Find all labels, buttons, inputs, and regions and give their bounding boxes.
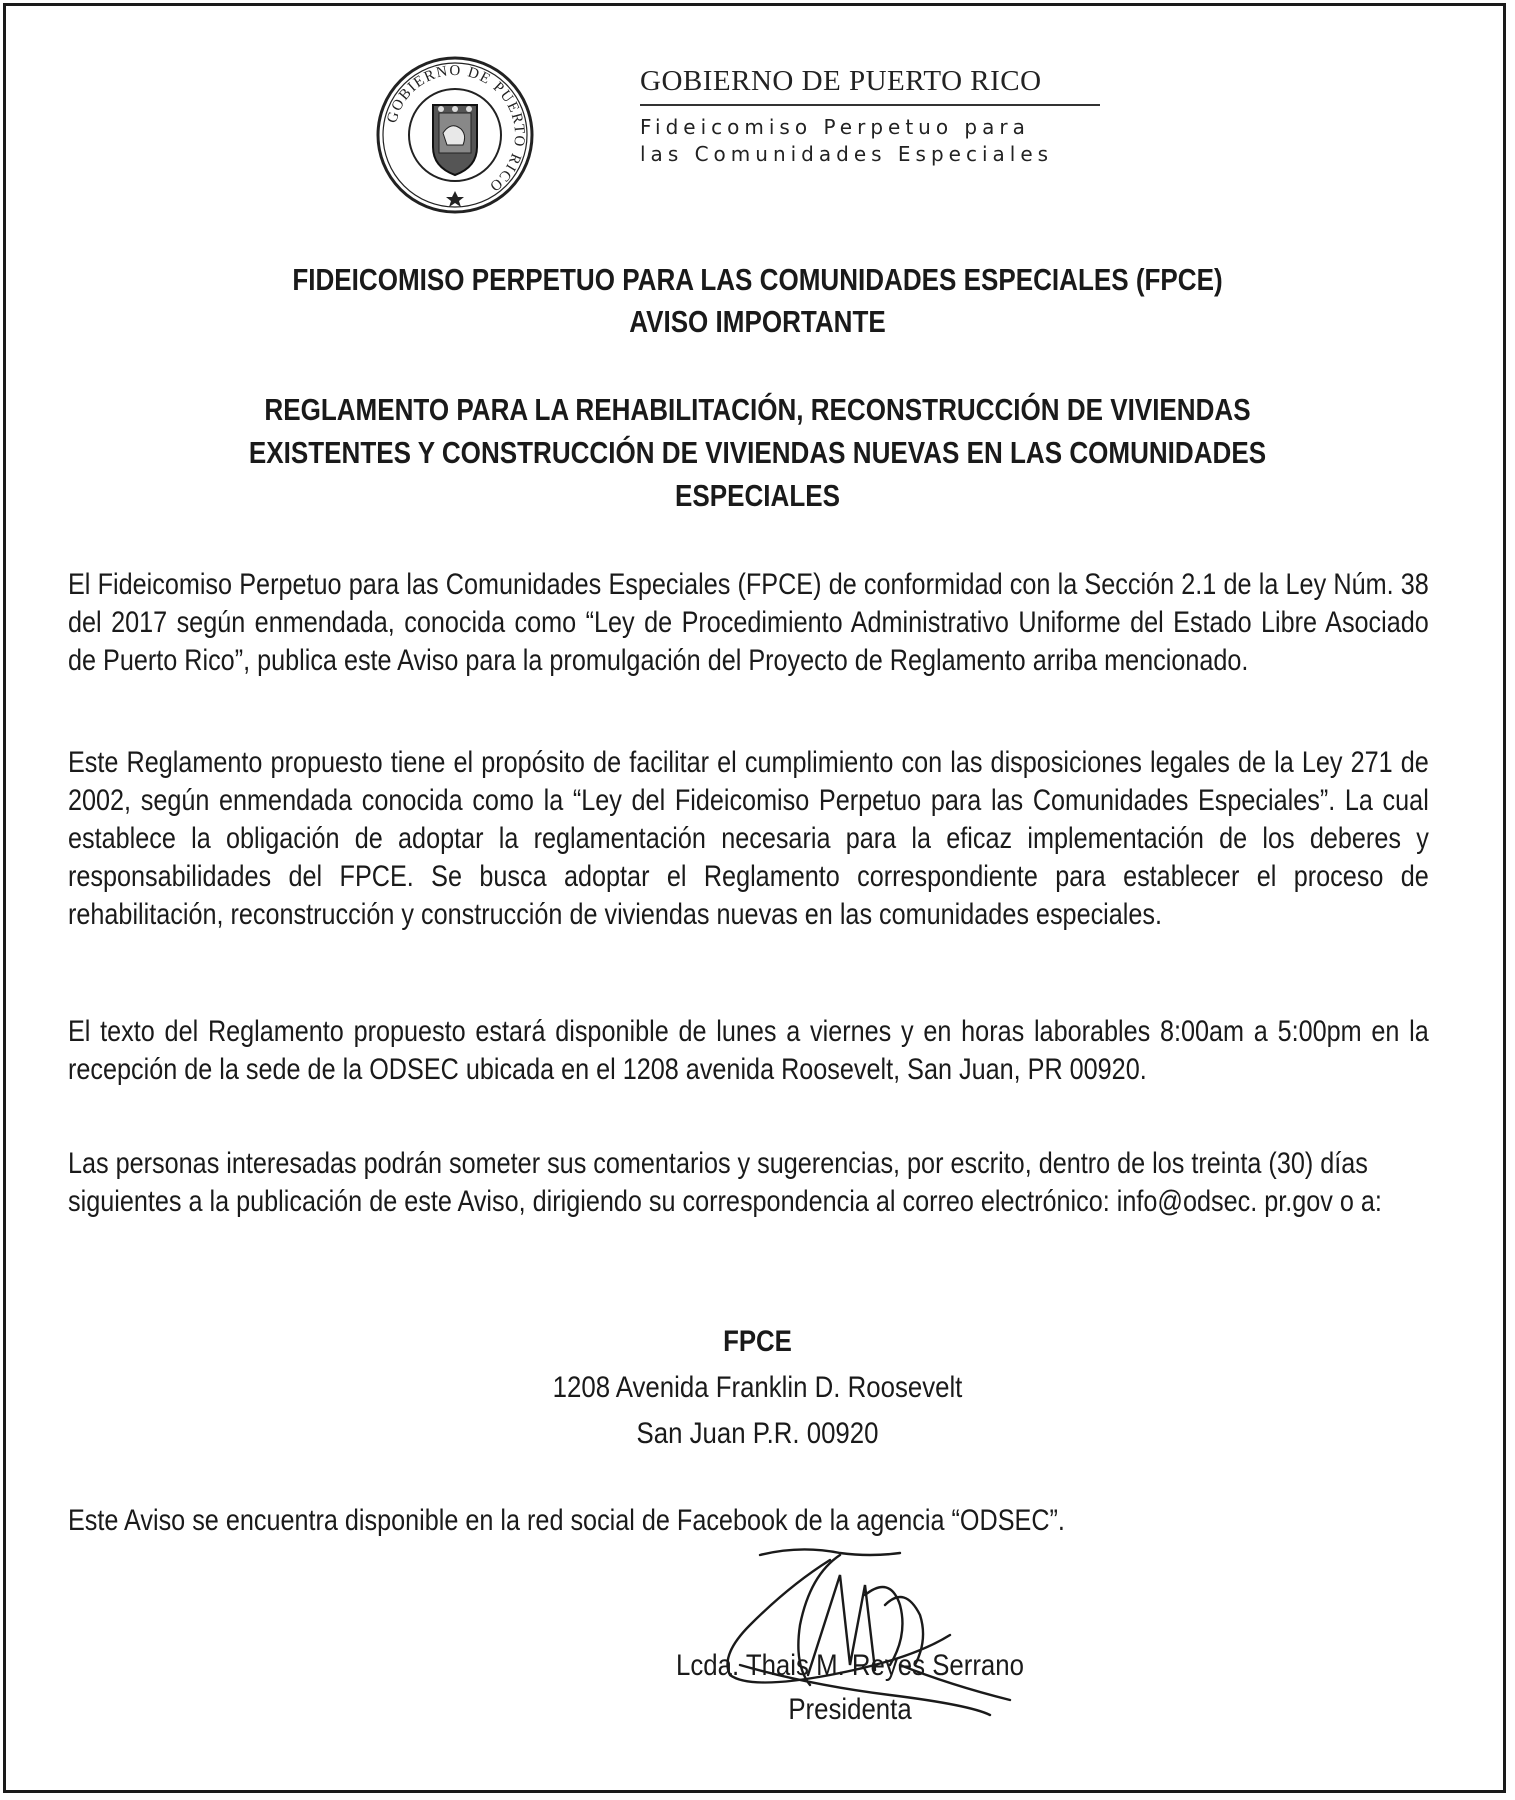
signatory-name: Lcda. Thais M. Reyes Serrano xyxy=(675,1649,1024,1682)
government-seal-icon xyxy=(375,55,535,215)
body-paragraph-5: Este Aviso se encuentra disponible en la red social de Facebook de la agencia “ODSEC”. xyxy=(68,1504,1065,1537)
government-name: GOBIERNO DE PUERTO RICO xyxy=(640,65,1100,106)
body-paragraph-3: El texto del Reglamento propuesto estará disponible de lunes a viernes y en horas laborables 8:00am a 5:00pm en la recepción de la sede de la ODSEC ubicada en el 1208 avenida Roosevelt, San Juan, PR 00920. xyxy=(68,1015,1429,1086)
address-street: 1208 Avenida Franklin D. Roosevelt xyxy=(552,1371,963,1404)
body-paragraph-1: El Fideicomiso Perpetuo para las Comunidades Especiales (FPCE) de conformidad con la Sección 2.1 de la Ley Núm. 38 del 2017 según enmendada, conocida como “Ley de Procedimiento Administrativo Uniforme del Estado Libre Asociado de Puerto Rico”, publica este Aviso para la promulgación del Proyecto de Reglamento arriba mencionado. xyxy=(68,568,1429,677)
signatory-title: Presidenta xyxy=(788,1693,912,1726)
body-paragraph-4: Las personas interesadas podrán someter sus comentarios y sugerencias, por escrito, dentro de los treinta (30) días siguientes a la publicación de este Aviso, dirigiendo su correspondencia al correo electrónico: info@odsec. pr.gov o a: xyxy=(68,1147,1382,1218)
handwritten-signature-icon xyxy=(690,1515,1020,1775)
regulation-title-line-3: ESPECIALES xyxy=(675,478,840,513)
agency-name-line-1: Fideicomiso Perpetuo para xyxy=(640,115,1030,139)
government-header xyxy=(640,65,1100,168)
address-city: San Juan P.R. 00920 xyxy=(636,1417,879,1450)
notice-title: FIDEICOMISO PERPETUO PARA LAS COMUNIDADES ESPECIALES (FPCE) xyxy=(292,262,1223,297)
agency-name-line-2: las Comunidades Especiales xyxy=(640,142,1054,166)
regulation-title-line-1: REGLAMENTO PARA LA REHABILITACIÓN, RECONSTRUCCIÓN DE VIVIENDAS xyxy=(264,392,1251,427)
notice-subtitle: AVISO IMPORTANTE xyxy=(629,304,886,339)
seal-text: GOBIERNO DE PUERTO RICO xyxy=(384,62,528,195)
body-paragraph-2: Este Reglamento propuesto tiene el propósito de facilitar el cumplimiento con las disposiciones legales de la Ley 271 de 2002, según enmendada conocida como la “Ley del Fideicomiso Perpetuo para las Comunidades Especiales”. La cual establece la obligación de adoptar la reglamentación necesaria para la eficaz implementación de los deberes y responsabilidades del FPCE. Se busca adoptar el Reglamento correspondiente para establecer el proceso de rehabilitación, reconstrucción y construcción de viviendas nuevas en las comunidades especiales. xyxy=(68,746,1429,931)
address-name: FPCE xyxy=(723,1325,792,1358)
regulation-title-line-2: EXISTENTES Y CONSTRUCCIÓN DE VIVIENDAS NUEVAS EN LAS COMUNIDADES xyxy=(248,435,1267,470)
